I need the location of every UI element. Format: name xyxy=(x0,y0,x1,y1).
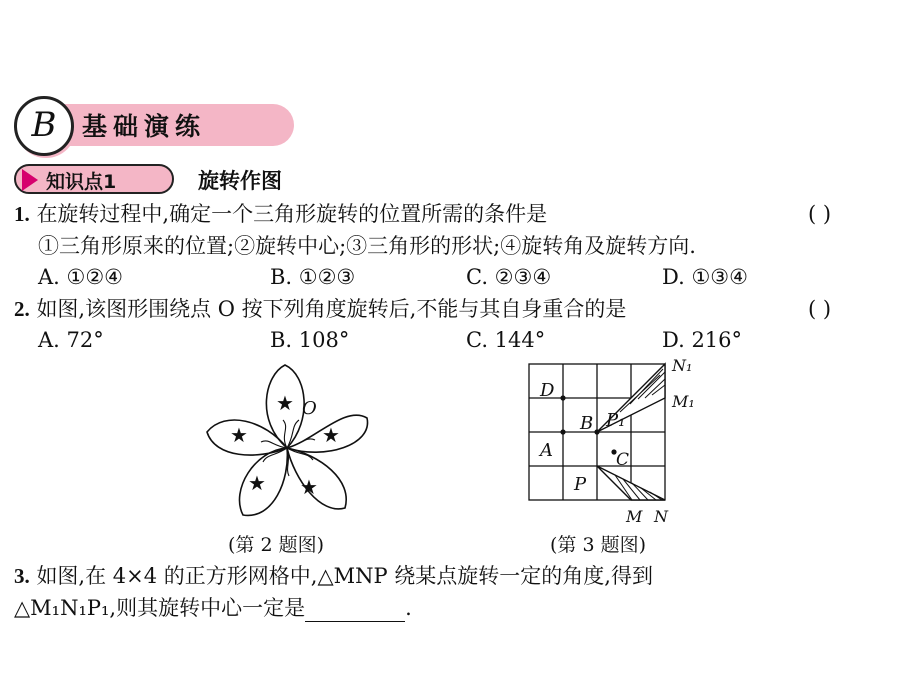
star-icon: ★ xyxy=(248,471,266,495)
figure-2-flower xyxy=(195,360,385,530)
option-d: D. 216° xyxy=(662,328,743,352)
question-1-stem xyxy=(14,200,547,228)
option-d: D. ①③④ xyxy=(662,265,748,289)
star-icon: ★ xyxy=(276,391,294,415)
question-end: . xyxy=(405,596,412,620)
point-d xyxy=(560,395,565,400)
section-letter-badge xyxy=(14,96,74,156)
label-m: M xyxy=(626,507,643,526)
question-text: 如图,该图形围绕点 O 按下列角度旋转后,不能与其自身重合的是 xyxy=(36,297,627,321)
option-a: A. ①②④ xyxy=(38,265,123,289)
option-a: A. 72° xyxy=(38,328,104,352)
question-3-stem-line-2 xyxy=(14,594,412,622)
label-a: A xyxy=(540,440,553,461)
question-text: 在旋转过程中,确定一个三角形旋转的位置所需的条件是 xyxy=(36,202,548,226)
answer-blank[interactable] xyxy=(305,601,405,622)
section-letter: B xyxy=(31,105,57,145)
option-c: C. ②③④ xyxy=(466,265,552,289)
star-icon: ★ xyxy=(300,475,318,499)
label-p: P xyxy=(574,474,587,495)
question-2-stem xyxy=(14,295,626,323)
label-p1: P₁ xyxy=(606,410,626,431)
label-m1: M₁ xyxy=(672,392,695,411)
point-b xyxy=(594,429,599,434)
question-3-stem-line-1 xyxy=(14,562,653,590)
question-number: 3. xyxy=(14,564,30,588)
question-text: △M₁N₁P₁,则其旋转中心一定是 xyxy=(14,596,306,620)
label-n: N xyxy=(654,507,668,526)
label-n1: N₁ xyxy=(672,356,693,375)
label-d: D xyxy=(540,380,555,401)
knowledge-point-tag xyxy=(14,164,174,194)
figure-2-caption: (第 2 题图) xyxy=(228,534,324,556)
section-title: 基础演练 xyxy=(82,112,207,141)
question-1-conditions: ①三角形原来的位置;②旋转中心;③三角形的形状;④旋转角及旋转方向. xyxy=(38,234,696,258)
question-text: 如图,在 4×4 的正方形网格中,△MNP 绕某点旋转一定的角度,得到 xyxy=(36,564,653,588)
label-b: B xyxy=(580,413,594,434)
answer-paren: ( ) xyxy=(808,202,832,226)
label-c: C xyxy=(616,450,630,470)
option-b: B. ①②③ xyxy=(270,265,356,289)
point-grid xyxy=(560,429,565,434)
star-icon: ★ xyxy=(322,423,340,447)
question-number: 2. xyxy=(14,297,30,321)
figure-3-caption: (第 3 题图) xyxy=(550,534,646,556)
answer-paren: ( ) xyxy=(808,297,832,321)
section-header xyxy=(14,96,296,154)
option-b: B. 108° xyxy=(270,328,350,352)
option-c: C. 144° xyxy=(466,328,546,352)
knowledge-point-topic: 旋转作图 xyxy=(198,169,282,193)
point-o-label: O xyxy=(302,398,317,419)
play-arrow-icon xyxy=(22,169,38,191)
question-number: 1. xyxy=(14,202,30,226)
star-icon: ★ xyxy=(230,423,248,447)
knowledge-point-label: 知识点1 xyxy=(46,171,117,193)
